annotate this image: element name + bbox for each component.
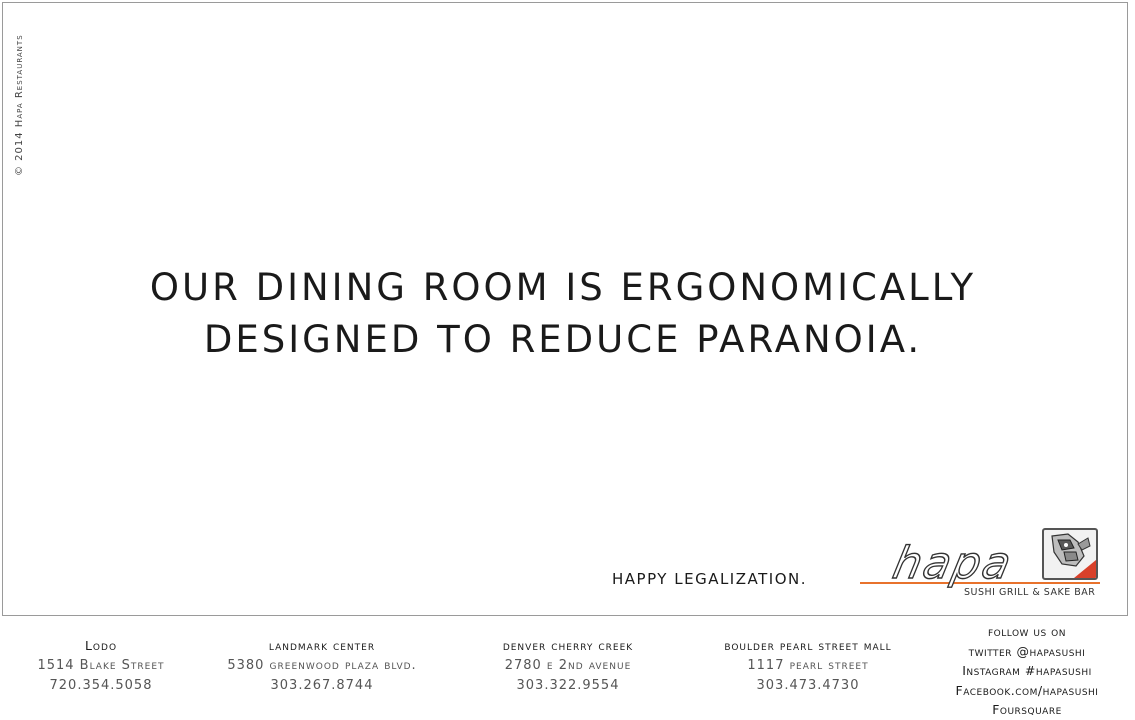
location-name: boulder pearl street mall — [724, 638, 892, 653]
headline-line-2: DESIGNED TO REDUCE PARANOIA. — [203, 318, 923, 361]
headline — [0, 262, 1126, 366]
location-phone: 303.322.9554 — [516, 678, 620, 693]
location-name: landmark center — [268, 638, 376, 653]
social-links — [930, 622, 1124, 720]
location-address: 2780 e 2nd avenue — [504, 658, 632, 673]
location-lodo — [22, 636, 180, 696]
location-phone: 720.354.5058 — [49, 678, 153, 693]
logo-wordmark: hapa — [888, 538, 1018, 589]
foursquare-link[interactable]: Foursquare — [992, 702, 1062, 717]
logo-subtitle: SUSHI GRILL & SAKE BAR — [964, 587, 1096, 598]
facebook-link[interactable]: Facebook.com/hapasushi — [955, 682, 1099, 698]
headline-line-1: OUR DINING ROOM IS ERGONOMICALLY — [149, 266, 977, 309]
social-heading: follow us on — [987, 624, 1066, 639]
hapa-logo — [858, 528, 1108, 602]
twitter-link[interactable]: twitter @hapasushi — [968, 643, 1086, 659]
location-phone: 303.473.4730 — [756, 678, 860, 693]
location-phone: 303.267.8744 — [270, 678, 374, 693]
instagram-link[interactable]: Instagram #hapasushi — [962, 663, 1092, 678]
location-name: denver cherry creek — [502, 638, 634, 653]
location-address: 5380 greenwood plaza blvd. — [227, 658, 417, 673]
copyright-text: © 2014 Hapa Restaurants — [14, 34, 25, 176]
location-name: Lodo — [84, 638, 118, 653]
location-boulder — [692, 636, 924, 696]
location-address: 1117 pearl street — [747, 658, 869, 673]
location-landmark-center — [202, 636, 442, 696]
location-address: 1514 Blake Street — [37, 658, 165, 673]
location-cherry-creek — [476, 636, 660, 696]
tagline: HAPPY LEGALIZATION. — [612, 570, 807, 588]
robot-mascot-icon — [1042, 528, 1098, 580]
